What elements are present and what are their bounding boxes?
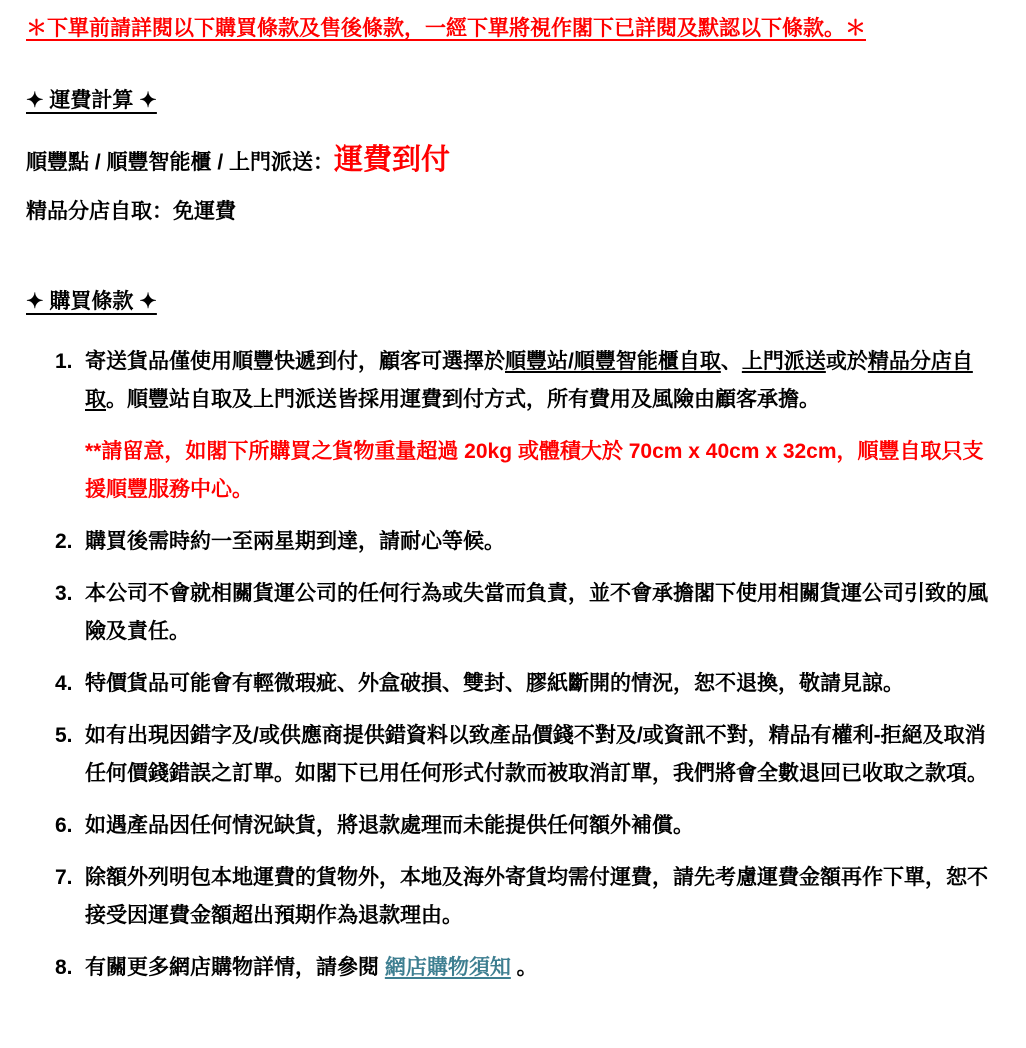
term-item (26, 859, 1006, 935)
term-item (26, 575, 1006, 651)
term-item (26, 807, 1006, 845)
purchase-terms-page (26, 14, 1006, 987)
purchase-terms-heading: ✦ 購買條款 ✦ (26, 290, 157, 313)
term-number: 4. (55, 672, 73, 695)
term-text (85, 949, 538, 987)
text-segment: 順豐站/順豐智能櫃自取 (505, 350, 721, 373)
pre-order-notice: ＊下單前請詳閱以下購買條款及售後條款，一經下單將視作閣下已詳閱及默認以下條款。＊ (26, 17, 866, 40)
text-segment: 特價貨品可能會有輕微瑕疵、外盒破損、雙封、膠紙斷開的情況，恕不退換，敬請見諒。 (85, 672, 904, 695)
text-segment: 如遇產品因任何情況缺貨，將退款處理而未能提供任何額外補償。 (85, 814, 694, 837)
term-text (85, 523, 505, 561)
term-body (85, 859, 990, 935)
text-segment: 。順豐站自取及上門派送皆採用運費到付方式，所有費用及風險由顧客承擔。 (106, 388, 820, 411)
text-segment: 或於 (825, 350, 868, 373)
text-segment: 、 (720, 350, 742, 373)
term-text (85, 665, 904, 703)
term-body (85, 717, 990, 793)
text-segment: 寄送貨品僅使用順豐快遞到付，顧客可選擇於 (85, 350, 505, 373)
text-segment: 上門派送 (741, 350, 826, 373)
term-item (26, 523, 1006, 561)
purchase-terms-section (26, 287, 1006, 987)
term-body (85, 575, 990, 651)
term-item (26, 949, 1006, 987)
term-number: 8. (55, 956, 73, 979)
shipping-cod-value: 運費到付 (334, 144, 451, 176)
term-body (85, 523, 505, 561)
term-body (85, 949, 538, 987)
store-shopping-guide-link[interactable]: 網店購物須知 (384, 956, 511, 979)
shipping-methods-line (26, 140, 1006, 183)
term-text (85, 343, 990, 419)
term-item (26, 343, 1006, 509)
text-segment: 。 (510, 956, 538, 979)
shipping-methods-label: 順豐點 / 順豐智能櫃 / 上門派送： (26, 151, 335, 174)
text-segment: 購買後需時約一至兩星期到達，請耐心等候。 (85, 530, 505, 553)
shipping-fee-section (26, 86, 1006, 227)
term-number: 7. (55, 866, 73, 889)
term-text (85, 859, 990, 935)
shipping-fee-heading: ✦ 運費計算 ✦ (26, 89, 157, 112)
terms-list (26, 343, 1006, 987)
term-text (85, 717, 990, 793)
term-number: 1. (55, 350, 73, 373)
text-segment: 除額外列明包本地運費的貨物外，本地及海外寄貨均需付運費，請先考慮運費金額再作下單，恕不接受因運費金額超出預期作為退款理由。 (85, 866, 988, 927)
term-item (26, 665, 1006, 703)
text-segment: 精品分店自取 (85, 350, 973, 411)
term-body (85, 665, 904, 703)
text-segment: 如有出現因錯字及/或供應商提供錯資料以致產品價錢不對及/或資訊不對，精品有權利-拒絕及取消任何價錢錯誤之訂單。如閣下已用任何形式付款而被取消訂單，我們將會全數退回已收取之款項。 (85, 724, 988, 785)
term-text (85, 575, 990, 651)
store-pickup-line: 精品分店自取：免運費 (26, 200, 236, 223)
term-number: 3. (55, 582, 73, 605)
text-segment: 有關更多網店購物詳情，請參閱 (85, 956, 385, 979)
term-text (85, 807, 694, 845)
term-number: 6. (55, 814, 73, 837)
term-body (85, 343, 990, 509)
term-body (85, 807, 694, 845)
text-segment: 本公司不會就相關貨運公司的任何行為或失當而負責，並不會承擔閣下使用相關貨運公司引致的風險及責任。 (85, 582, 988, 643)
term-item (26, 717, 1006, 793)
term-number: 5. (55, 724, 73, 747)
oversize-warning-note: **請留意，如閣下所購買之貨物重量超過 20kg 或體積大於 70cm x 40cm x 32cm，順豐自取只支援順豐服務中心。 (85, 440, 984, 501)
term-number: 2. (55, 530, 73, 553)
